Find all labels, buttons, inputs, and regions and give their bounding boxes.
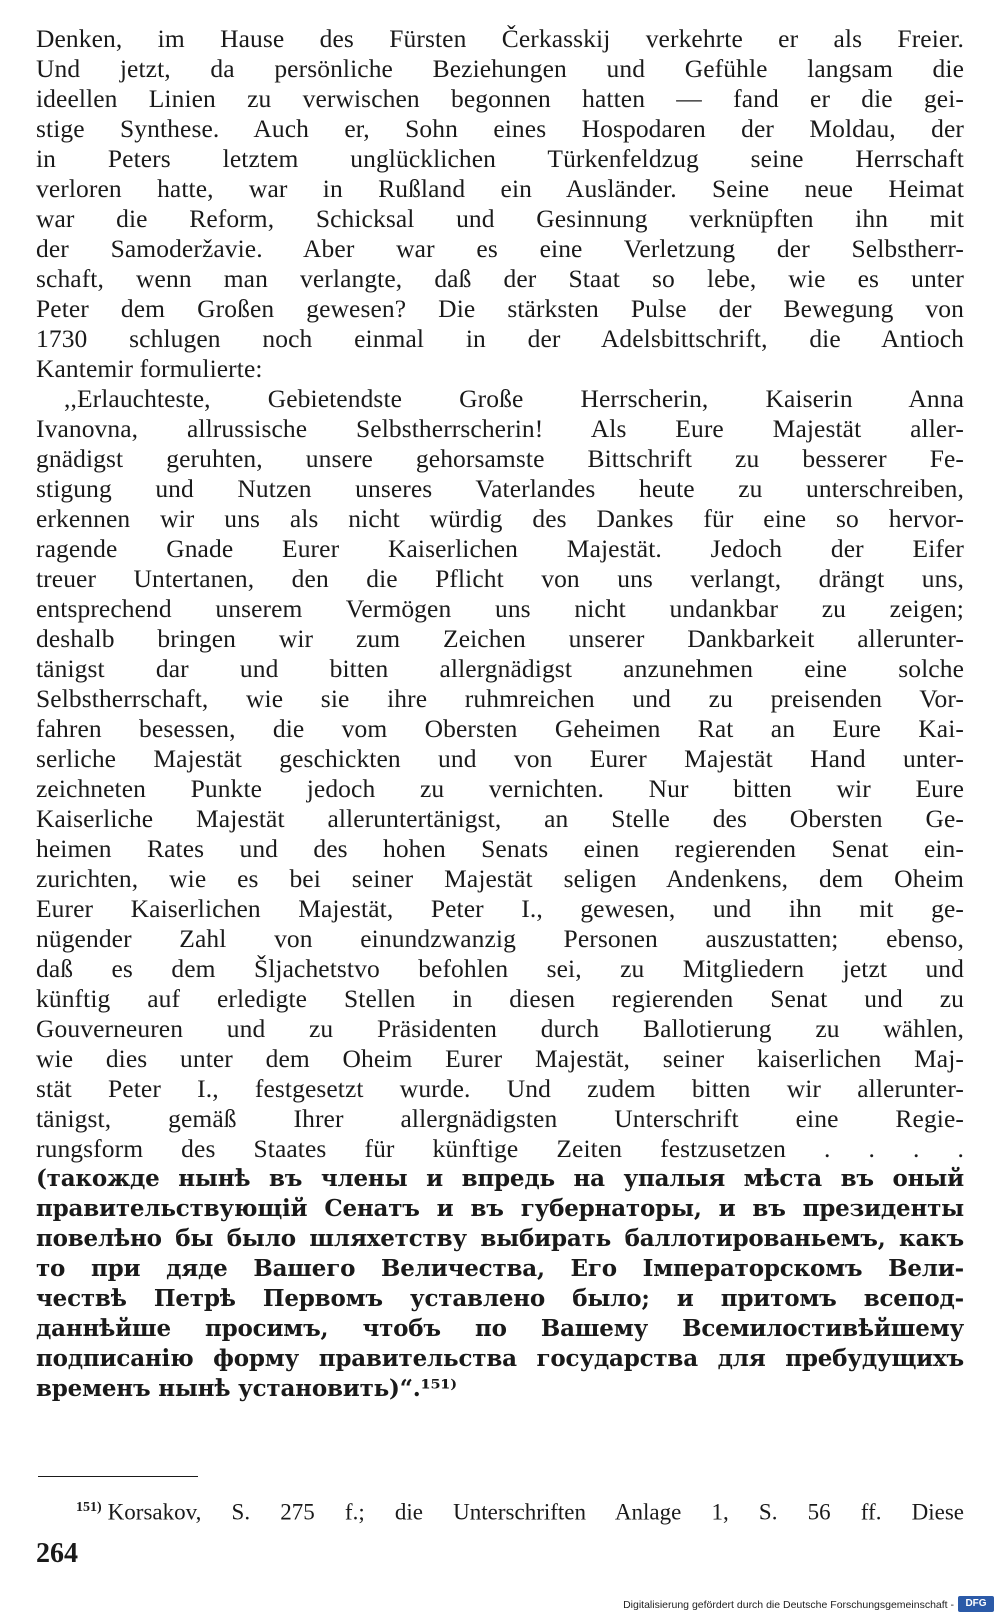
quote-line: deshalb bringen wir zum Zeichen unserer Dankbarkeit allerunter- bbox=[36, 624, 964, 653]
russian-line: чествѣ Петрѣ Первомъ уставлено было; и притомъ всепод- bbox=[36, 1285, 964, 1312]
quote-line: stät Peter I., festgesetzt wurde. Und zudem bitten wir allerunter- bbox=[36, 1074, 964, 1103]
text-line: verloren hatte, war in Rußland ein Ausländer. Seine neue Heimat bbox=[36, 174, 964, 203]
text-line: Und jetzt, da persönliche Beziehungen und Gefühle langsam die bbox=[36, 54, 964, 83]
russian-line: то при дяде Вашего Величества, Его Імператорскомъ Вели- bbox=[36, 1255, 964, 1282]
text-line: der Samoderžavie. Aber war es eine Verletzung der Selbstherr- bbox=[36, 234, 964, 263]
page-number: 264 bbox=[36, 1538, 78, 1569]
text-line: schaft, wenn man verlangte, daß der Staat so lebe, wie es unter bbox=[36, 264, 964, 293]
quote-line: stigung und Nutzen unseres Vaterlandes heute zu unterschreiben, bbox=[36, 474, 964, 503]
russian-line: правительствующій Сенатъ и въ губернаторы, и въ президенты bbox=[36, 1195, 964, 1222]
quote-line: erkennen wir uns als nicht würdig des Dankes für eine so hervor- bbox=[36, 504, 964, 533]
quote-line: Gouverneuren und zu Präsidenten durch Ballotierung zu wählen, bbox=[36, 1014, 964, 1043]
main-text bbox=[36, 24, 964, 1164]
russian-quote bbox=[36, 1164, 964, 1404]
footnote-text: Korsakov, S. 275 f.; die Unterschriften Anlage 1, S. 56 ff. Diese bbox=[107, 1499, 964, 1525]
page-body bbox=[36, 24, 964, 1404]
text-line: 1730 schlugen noch einmal in der Adelsbittschrift, die Antioch bbox=[36, 324, 964, 353]
quote-line: tänigst, gemäß Ihrer allergnädigsten Unterschrift eine Regie- bbox=[36, 1104, 964, 1133]
quote-line: Ivanovna, allrussische Selbstherrscherin! Als Eure Majestät aller- bbox=[36, 414, 964, 443]
dfg-logo: DFG bbox=[958, 1596, 994, 1612]
quote-line: heimen Rates und des hohen Senats einen regierenden Senat ein- bbox=[36, 834, 964, 863]
text-line: stige Synthese. Auch er, Sohn eines Hospodaren der Moldau, der bbox=[36, 114, 964, 143]
quote-line: ragende Gnade Eurer Kaiserlichen Majestät. Jedoch der Eifer bbox=[36, 534, 964, 563]
quote-line: Selbstherrschaft, wie sie ihre ruhmreichen und zu preisenden Vor- bbox=[36, 684, 964, 713]
quote-line: entsprechend unserem Vermögen uns nicht undankbar zu zeigen; bbox=[36, 594, 964, 623]
russian-line: подписанію форму правительства государства для пребудущихъ bbox=[36, 1345, 964, 1372]
quote-line: rungsform des Staates für künftige Zeiten festzusetzen . . . . bbox=[36, 1134, 964, 1163]
quote-line: ,,Erlauchteste, Gebietendste Große Herrscherin, Kaiserin Anna bbox=[64, 384, 964, 413]
quote-line: tänigst dar und bitten allergnädigst anzunehmen eine solche bbox=[36, 654, 964, 683]
quote-line: Eurer Kaiserlichen Majestät, Peter I., gewesen, und ihn mit ge- bbox=[36, 894, 964, 923]
footnote-rule bbox=[38, 1476, 198, 1477]
text-line: in Peters letztem unglücklichen Türkenfeldzug seine Herrschaft bbox=[36, 144, 964, 173]
russian-line: временъ нынѣ установить)“.¹⁵¹⁾ bbox=[36, 1375, 457, 1402]
text-line: ideellen Linien zu verwischen begonnen hatten — fand er die gei- bbox=[36, 84, 964, 113]
quote-line: künftig auf erledigte Stellen in diesen regierenden Senat und zu bbox=[36, 984, 964, 1013]
text-line: Denken, im Hause des Fürsten Čerkasskij verkehrte er als Freier. bbox=[36, 24, 964, 53]
text-line: Kantemir formulierte: bbox=[36, 354, 263, 383]
quote-line: treuer Untertanen, den die Pflicht von uns verlangt, drängt uns, bbox=[36, 564, 964, 593]
quote-line: fahren besessen, die vom Obersten Geheimen Rat an Eure Kai- bbox=[36, 714, 964, 743]
digitization-credit: Digitalisierung gefördert durch die Deutsche Forschungsgemeinschaft - bbox=[623, 1599, 954, 1611]
russian-line: (такожде нынѣ въ члены и впредь на упалыя мѣста въ оный bbox=[36, 1165, 964, 1192]
footnote bbox=[76, 1494, 964, 1527]
footnote-mark: 151) bbox=[76, 1500, 102, 1515]
quote-line: wie dies unter dem Oheim Eurer Majestät, seiner kaiserlichen Maj- bbox=[36, 1044, 964, 1073]
text-line: war die Reform, Schicksal und Gesinnung verknüpften ihn mit bbox=[36, 204, 964, 233]
quote-line: daß es dem Šljachetstvo befohlen sei, zu Mitgliedern jetzt und bbox=[36, 954, 964, 983]
quote-line: gnädigst geruhten, unsere gehorsamste Bittschrift zu besserer Fe- bbox=[36, 444, 964, 473]
text-line: Peter dem Großen gewesen? Die stärksten Pulse der Bewegung von bbox=[36, 294, 964, 323]
quote-line: zeichneten Punkte jedoch zu vernichten. Nur bitten wir Eure bbox=[36, 774, 964, 803]
quote-line: Kaiserliche Majestät alleruntertänigst, an Stelle des Obersten Ge- bbox=[36, 804, 964, 833]
russian-line: повелѣно бы было шляхетству выбирать баллотированьемъ, какъ bbox=[36, 1225, 964, 1252]
russian-line: даннѣйше просимъ, чтобъ по Вашему Всемилостивѣйшему bbox=[36, 1315, 964, 1342]
quote-line: zurichten, wie es bei seiner Majestät seligen Andenkens, dem Oheim bbox=[36, 864, 964, 893]
quote-line: nügender Zahl von einundzwanzig Personen auszustatten; ebenso, bbox=[36, 924, 964, 953]
quote-line: serliche Majestät geschickten und von Eurer Majestät Hand unter- bbox=[36, 744, 964, 773]
